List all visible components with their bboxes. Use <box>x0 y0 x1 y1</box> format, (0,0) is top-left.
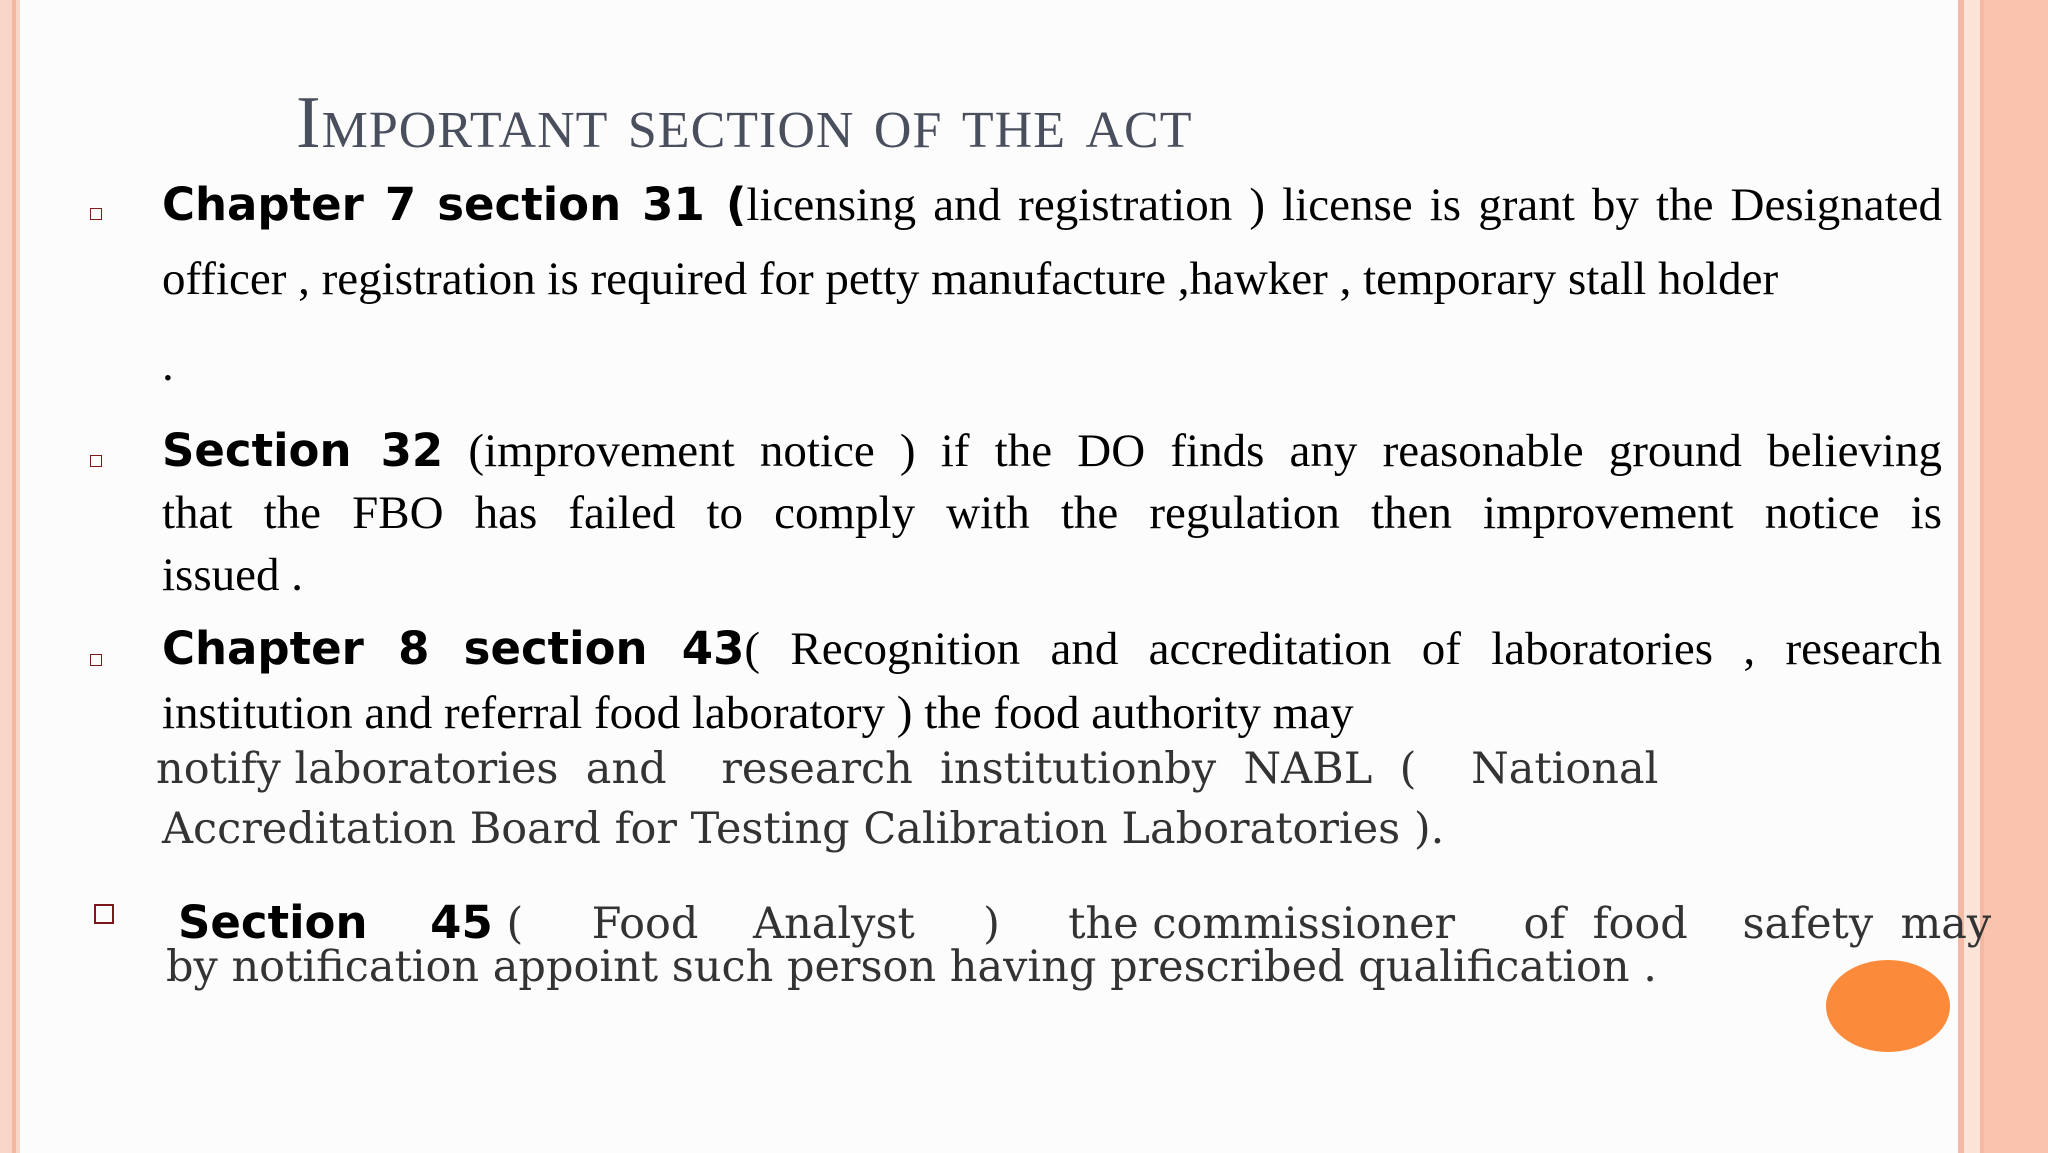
slide-title: Important section of the act <box>296 82 1193 164</box>
section-32-text-1: (improvement notice ) if the DO finds any reasonable ground believing <box>443 425 1942 477</box>
section-32-line-1 <box>162 424 1942 478</box>
right-border-line-1 <box>1958 0 1964 1153</box>
section-43-line-3: notify laboratories and research institutionby NABL ( National <box>156 744 1659 794</box>
section-31-line-1 <box>162 178 1942 232</box>
section-45-line-2: by notification appoint such person having prescribed qualification . <box>166 942 1657 992</box>
left-border-strip <box>0 0 20 1153</box>
section-43-line-1 <box>162 622 1942 676</box>
square-bullet-icon <box>90 208 102 220</box>
section-45-text-1: ( Food Analyst ) the commissioner of food safety may <box>492 899 1992 949</box>
square-bullet-icon <box>90 455 102 467</box>
section-31-line-3: . <box>162 339 174 391</box>
section-32-lead: Section 32 <box>162 424 444 477</box>
right-border-band <box>1982 0 2048 1153</box>
right-border-line-2 <box>1980 0 1984 1153</box>
square-bullet-icon <box>94 904 114 924</box>
section-43-text-1: ( Recognition and accreditation of laboratories , research <box>744 623 1942 675</box>
section-45-number: 45 <box>430 896 493 949</box>
section-32-line-2: that the FBO has failed to comply with the regulation then improvement notice is <box>162 487 1942 539</box>
section-43-lead: Chapter 8 section 43 <box>162 622 745 675</box>
section-43-line-4: Accreditation Board for Testing Calibration Laboratories ). <box>162 804 1445 854</box>
section-31-line-2: officer , registration is required for petty manufacture ,hawker , temporary stall holder <box>162 253 1779 305</box>
section-31-lead: Chapter 7 section 31 ( <box>162 178 747 231</box>
section-31-text-1: licensing and registration ) license is grant by the Designated <box>746 179 1942 231</box>
orange-circle-decoration <box>1826 960 1950 1052</box>
section-45-lead: Section <box>178 896 368 949</box>
square-bullet-icon <box>90 654 102 666</box>
right-border-strip <box>1958 0 2048 1153</box>
section-32-line-3: issued . <box>162 549 303 601</box>
section-43-line-2: institution and referral food laboratory ) the food authority may <box>162 687 1354 739</box>
